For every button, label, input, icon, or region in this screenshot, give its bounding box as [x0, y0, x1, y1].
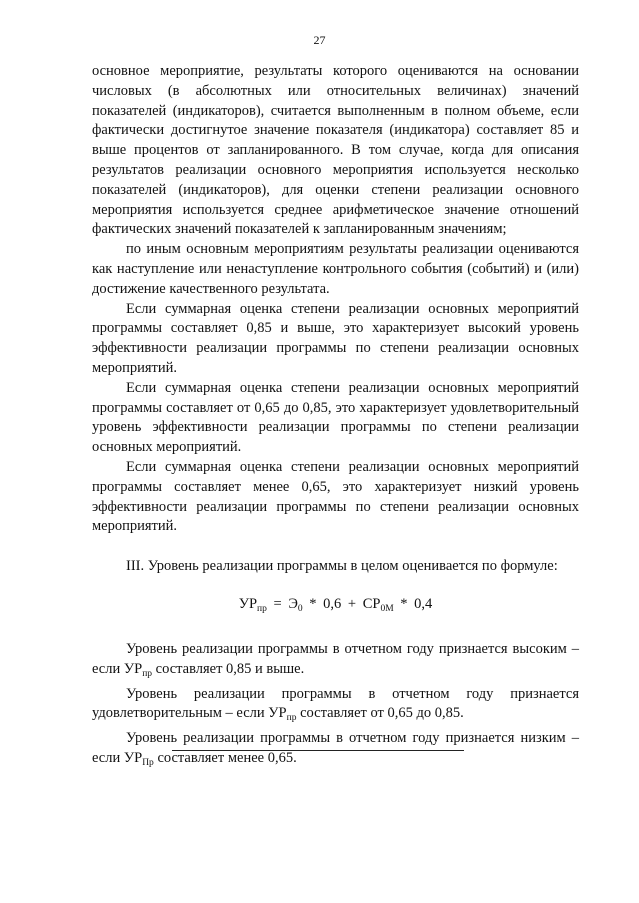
level-low-tail: составляет менее 0,65. [153, 749, 297, 766]
paragraph-continuation: основное мероприятие, результаты которого оцениваются на основании числовых (в абсолютных или относительных величинах) значений показателей (индикаторов), считается выполненным в полном объеме, если фактически достигнутое значение показателя (индикатора) составляет 85 и выше процентов от запланированного. В том случае, когда для описания результатов реализации основного мероприятия используется несколько показателей (индикаторов), для оценки степени реализации основного мероприятия используется среднее арифметическое значение отношений фактических значений показателей к запланированным значениям; [92, 63, 579, 238]
level-satisfactory-subscript: пр [286, 713, 297, 724]
paragraph-low-level: Если суммарная оценка степени реализации основных мероприятий программы составляет менее 0,65, это характеризует низкий уровень эффективности реализации программы по степени реализации основных мероприятий. [92, 458, 579, 535]
level-satisfactory-tail: составляет от 0,65 до 0,85. [296, 705, 464, 722]
closing-rule [172, 750, 464, 751]
formula [92, 593, 579, 620]
level-high-subscript: пр [142, 668, 153, 679]
formula-equals: = [273, 595, 282, 612]
level-low [92, 729, 579, 774]
paragraph-satisfactory-level: Если суммарная оценка степени реализации основных мероприятий программы составляет от 0,65 до 0,85, это характеризует удовлетворительный уровень эффективности реализации программы по степени реализации основных мероприятий. [92, 379, 579, 456]
formula-multiply-2: * [400, 595, 408, 612]
level-high-tail: составляет 0,85 и выше. [152, 660, 305, 677]
formula-term2: СР [362, 595, 381, 612]
formula-lhs: УР [238, 595, 258, 612]
formula-term2-subscript: 0М [380, 603, 394, 614]
section-heading: III. Уровень реализации программы в целом оценивается по формуле: [126, 558, 558, 575]
formula-plus: + [347, 595, 357, 612]
page-number: 27 [313, 33, 326, 47]
formula-coef1: 0,6 [323, 595, 342, 612]
level-satisfactory [92, 685, 579, 730]
level-high [92, 640, 579, 685]
formula-multiply-1: * [309, 595, 317, 612]
formula-term1: Э [288, 595, 298, 612]
level-low-subscript: Пр [142, 757, 154, 768]
formula-lhs-subscript: пр [257, 603, 267, 614]
level-high-text: Уровень реализации программы в отчетном году признается высоким – если УР [92, 640, 579, 677]
level-low-text: Уровень реализации программы в отчетном году признается низким – если УР [92, 730, 579, 766]
level-satisfactory-text: Уровень реализации программы в отчетном году признается удовлетворительным – если УР [92, 685, 579, 722]
paragraph-other-activities: по иным основным мероприятиям результаты реализации оцениваются как наступление или ненаступление контрольного события (событий) и (или) достижение качественного результата. [92, 241, 579, 297]
document-body [92, 62, 579, 774]
formula-term1-subscript: 0 [297, 603, 303, 614]
formula-coef2: 0,4 [414, 595, 433, 612]
paragraph-high-level: Если суммарная оценка степени реализации основных мероприятий программы составляет 0,85 и выше, это характеризует высокий уровень эффективности реализации программы по степени реализации основных мероприятий. [92, 300, 579, 376]
